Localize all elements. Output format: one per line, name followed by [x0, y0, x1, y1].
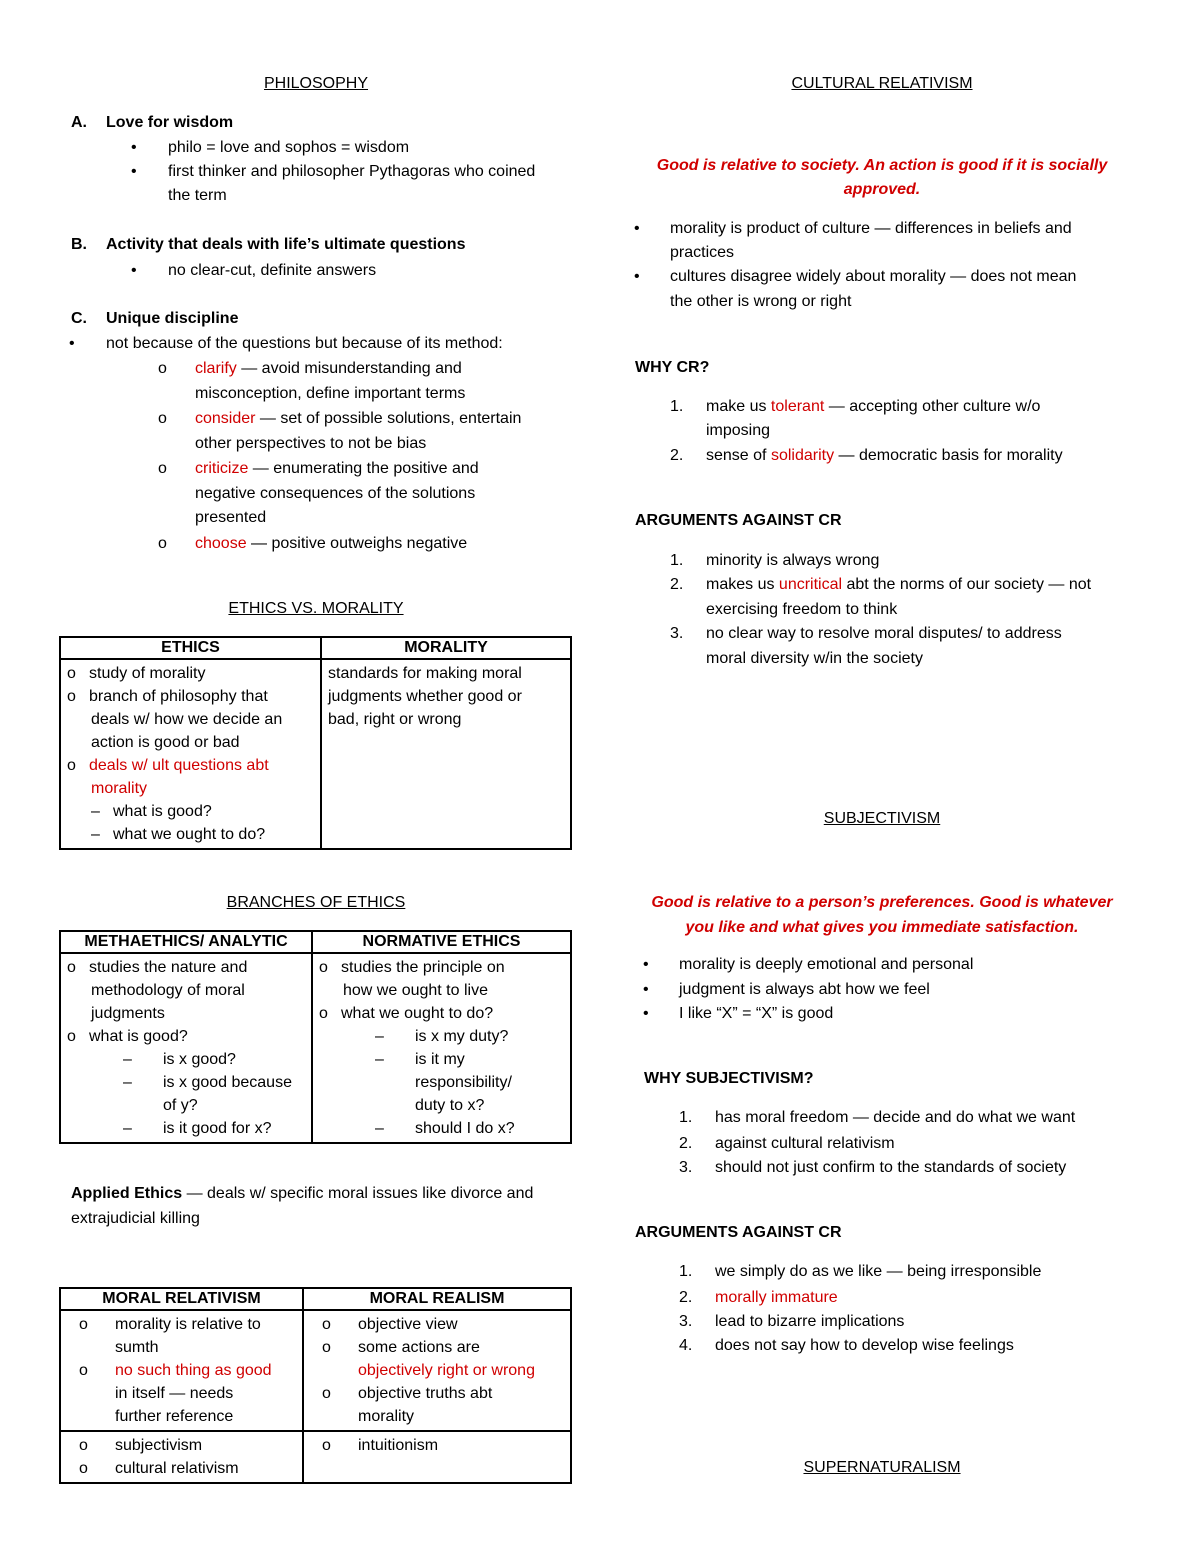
method-consider: consider — set of possible solutions, entertain	[195, 410, 522, 427]
number-marker: 4.	[679, 1337, 693, 1354]
ethics-morality-table	[59, 636, 572, 850]
bullet-icon: •	[643, 1005, 649, 1022]
circle-bullet-icon: o	[158, 535, 167, 552]
table-cell: o morality is relative to sumth o no such thing as good in itself — needs further reference	[60, 1310, 303, 1431]
circle-bullet-icon: o	[158, 460, 167, 477]
cr-title: CULTURAL RELATIVISM	[791, 75, 973, 92]
number-marker: 2.	[679, 1289, 693, 1306]
list-item: moral diversity w/in the society	[706, 650, 923, 667]
list-item: other perspectives to not be bias	[195, 435, 427, 452]
list-item: no clear-cut, definite answers	[168, 262, 377, 279]
list-item: we simply do as we like — being irresponsible	[715, 1263, 1042, 1280]
bullet-icon: •	[643, 956, 649, 973]
bullet-icon: •	[634, 220, 640, 237]
arguments-against-heading: ARGUMENTS AGAINST CR	[635, 1224, 842, 1241]
table-cell: standards for making moral judgments whether good or bad, right or wrong	[321, 659, 571, 849]
number-marker: 2.	[670, 447, 684, 464]
list-item: minority is always wrong	[706, 552, 880, 569]
list-item: presented	[195, 509, 267, 526]
supernaturalism-title: SUPERNATURALISM	[803, 1459, 961, 1476]
list-item: exercising freedom to think	[706, 601, 898, 618]
list-item: practices	[670, 244, 735, 261]
list-item: philo = love and sophos = wisdom	[168, 139, 410, 156]
table-cell: o intuitionism	[303, 1431, 571, 1483]
why-cr-heading: WHY CR?	[635, 359, 710, 376]
table-cell: o objective view o some actions are objectively right or wrong o objective truths abt morality	[303, 1310, 571, 1431]
why-subjectivism-heading: WHY SUBJECTIVISM?	[644, 1070, 814, 1087]
table-header: MORALITY	[321, 637, 571, 659]
bullet-icon: •	[131, 163, 137, 180]
bullet-icon: •	[643, 981, 649, 998]
list-item: negative consequences of the solutions	[195, 485, 476, 502]
list-item: does not say how to develop wise feelings	[715, 1337, 1014, 1354]
bullet-icon: •	[634, 268, 640, 285]
number-marker: 2.	[679, 1135, 693, 1152]
table-header: MORAL RELATIVISM	[60, 1288, 303, 1310]
list-item: not because of the questions but because of its method:	[106, 335, 503, 352]
relativism-realism-table	[59, 1287, 572, 1484]
list-item: morality is product of culture — differences in beliefs and	[670, 220, 1072, 237]
method-criticize: criticize — enumerating the positive and	[195, 460, 479, 477]
list-item: imposing	[706, 422, 771, 439]
section-b-label: B.	[71, 236, 87, 253]
number-marker: 3.	[679, 1313, 693, 1330]
circle-bullet-icon: o	[158, 360, 167, 377]
circle-bullet-icon: o	[158, 410, 167, 427]
subjectivism-title: SUBJECTIVISM	[823, 810, 941, 827]
section-a-label: A.	[71, 114, 87, 131]
table-cell: o studies the nature and methodology of moral judgments o what is good? – is x good? – is x good because of y? – is it good for x?	[60, 953, 312, 1143]
method-choose: choose — positive outweighs negative	[195, 535, 468, 552]
section-a-title: Love for wisdom	[106, 114, 234, 131]
number-marker: 1.	[679, 1263, 693, 1280]
table-cell: o studies the principle on how we ought to live o what we ought to do? – is x my duty? – is it my responsibility/ duty to x? – should I do x?	[312, 953, 571, 1143]
number-marker: 1.	[670, 398, 684, 415]
list-item: first thinker and philosopher Pythagoras who coined	[168, 163, 536, 180]
number-marker: 3.	[679, 1159, 693, 1176]
number-marker: 3.	[670, 625, 684, 642]
method-clarify: clarify — avoid misunderstanding and	[195, 360, 462, 377]
list-item: against cultural relativism	[715, 1135, 895, 1152]
list-item: the other is wrong or right	[670, 293, 852, 310]
branches-table	[59, 930, 572, 1144]
table-header: METHAETHICS/ ANALYTIC	[60, 931, 312, 953]
subjectivism-definition: Good is relative to a person’s preferences. Good is whatever you like and what gives you immediate satisfaction.	[651, 894, 1113, 936]
section-b-title: Activity that deals with life’s ultimate questions	[106, 236, 466, 253]
list-item: should not just confirm to the standards of society	[715, 1159, 1067, 1176]
list-item: morally immature	[715, 1289, 838, 1306]
applied-ethics-line2: extrajudicial killing	[71, 1210, 200, 1227]
list-item: the term	[168, 187, 227, 204]
ethics-vs-morality-title: ETHICS VS. MORALITY	[228, 600, 404, 617]
number-marker: 1.	[670, 552, 684, 569]
section-c-title: Unique discipline	[106, 310, 239, 327]
table-cell: o study of morality o branch of philosophy that deals w/ how we decide an action is good or bad o deals w/ ult questions abt morality – what is good? – what we ought to do?	[60, 659, 321, 849]
list-item: cultures disagree widely about morality — does not mean	[670, 268, 1077, 285]
list-item: has moral freedom — decide and do what we want	[715, 1109, 1076, 1126]
branches-title: BRANCHES OF ETHICS	[226, 894, 406, 911]
list-item: morality is deeply emotional and personal	[679, 956, 974, 973]
table-header: MORAL REALISM	[303, 1288, 571, 1310]
list-item: judgment is always abt how we feel	[679, 981, 930, 998]
applied-ethics: Applied Ethics — deals w/ specific moral issues like divorce and	[71, 1185, 534, 1202]
cr-definition: Good is relative to society. An action is good if it is socially approved.	[656, 157, 1108, 198]
philosophy-title: PHILOSOPHY	[263, 75, 369, 92]
bullet-icon: •	[69, 335, 75, 352]
table-header: ETHICS	[60, 637, 321, 659]
list-item: misconception, define important terms	[195, 385, 466, 402]
arguments-against-heading: ARGUMENTS AGAINST CR	[635, 512, 842, 529]
list-item: no clear way to resolve moral disputes/ to address	[706, 625, 1062, 642]
bullet-icon: •	[131, 262, 137, 279]
number-marker: 2.	[670, 576, 684, 593]
section-c-label: C.	[71, 310, 87, 327]
table-header: NORMATIVE ETHICS	[312, 931, 571, 953]
list-item: I like “X” = “X” is good	[679, 1005, 834, 1022]
table-cell: o subjectivism o cultural relativism	[60, 1431, 303, 1483]
why-cr-item: make us tolerant — accepting other culture w/o	[706, 398, 1041, 415]
number-marker: 1.	[679, 1109, 693, 1126]
why-cr-item: sense of solidarity — democratic basis for morality	[706, 447, 1063, 464]
list-item: makes us uncritical abt the norms of our society — not	[706, 576, 1092, 593]
bullet-icon: •	[131, 139, 137, 156]
list-item: lead to bizarre implications	[715, 1313, 905, 1330]
